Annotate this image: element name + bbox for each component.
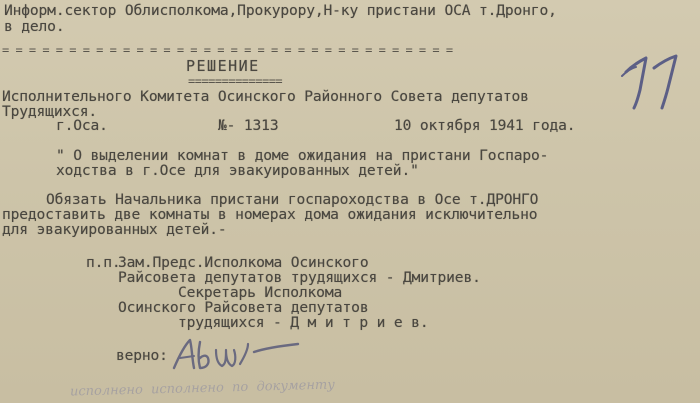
- organization-line-1: Исполнительного Комитета Осинского Районного Совета депутатов: [2, 88, 529, 105]
- signature-line-3: Секретарь Исполкома: [178, 284, 343, 301]
- signature-line-5: трудящихся - Д м и т р и е в.: [178, 314, 429, 331]
- handwritten-folio-number-icon: [612, 50, 692, 114]
- signature-line-4: Осинского Райсовета депутатов: [118, 299, 369, 316]
- separator-line: = = = = = = = = = = = = = = = = = = = = = = = = = = = = = = = = = =: [2, 44, 453, 56]
- signature-line-1: Зам.Предс.Исполкома Осинского: [118, 254, 369, 271]
- body-line-3: для эвакуированных детей.-: [2, 221, 227, 238]
- organization-line-2: Трудящихся.: [2, 103, 97, 120]
- signature-prefix: п.п.: [86, 254, 121, 271]
- verno-label: верно:: [116, 347, 168, 364]
- faded-handwritten-note: исполнено исполнено по документу: [69, 377, 335, 400]
- address-line-1: Информ.сектор Облисполкома,Прокурору,Н-ку пристани ОСА т.Дронго,: [4, 2, 557, 19]
- signature-line-2: Райсовета депутатов трудящихся - Дмитриев.: [118, 269, 481, 286]
- document-heading: РЕШЕНИЕ: [186, 57, 260, 75]
- document-date: 10 октября 1941 года.: [394, 117, 576, 134]
- document-number: №- 1313: [218, 117, 279, 134]
- body-line-2: предоставить две комнаты в номерах дома ожидания исключительно: [2, 206, 538, 223]
- subject-line-1: " О выделении комнат в доме ожидания на пристани Госпаро-: [56, 147, 549, 164]
- subject-line-2: ходства в г.Осе для эвакуированных детей.": [56, 162, 419, 179]
- place: г.Оса.: [56, 117, 108, 134]
- address-line-2: в дело.: [4, 18, 65, 35]
- body-line-1: Обязать Начальника пристани госпароходства в Осе т.ДРОНГО: [46, 191, 539, 208]
- handwritten-signature-icon: [168, 334, 308, 378]
- heading-underline: ==============: [188, 75, 283, 87]
